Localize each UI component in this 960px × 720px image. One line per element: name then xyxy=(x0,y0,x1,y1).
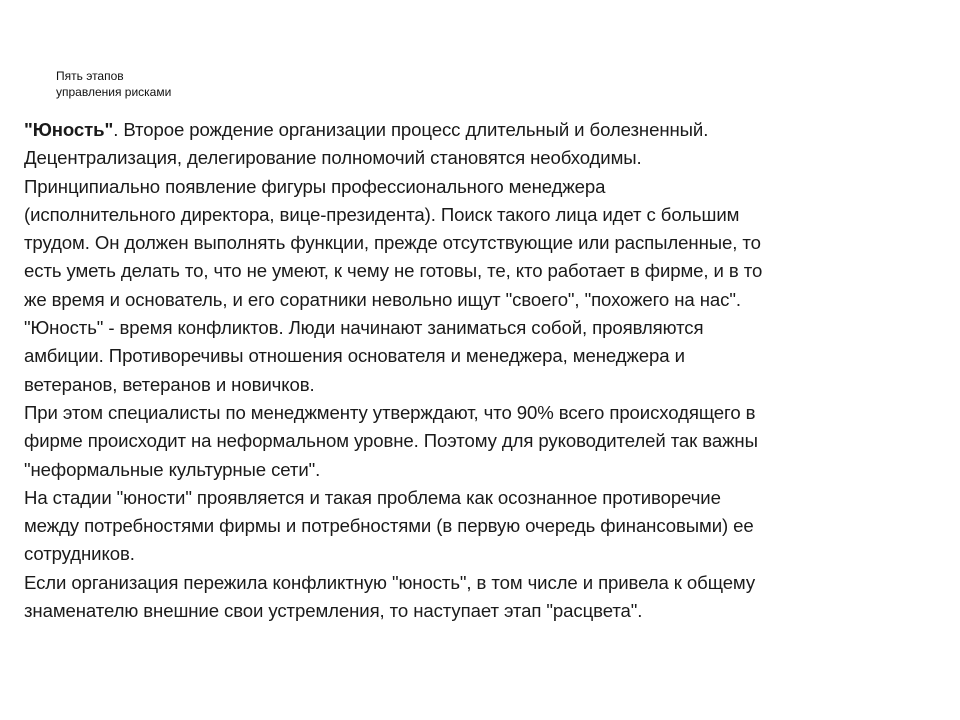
body-text xyxy=(24,116,928,625)
text-line-5: трудом. Он должен выполнять функции, прежде отсутствующие или распыленные, то xyxy=(24,232,761,254)
text-line-2: Децентрализация, делегирование полномочий становятся необходимы. xyxy=(24,147,642,169)
text-line-10: ветеранов, ветеранов и новичков. xyxy=(24,373,315,395)
text-line-9: амбиции. Противоречивы отношения основателя и менеджера, менеджера и xyxy=(24,345,685,367)
text-line-12: фирме происходит на неформальном уровне. Поэтому для руководителей так важны xyxy=(24,430,758,452)
slide-title xyxy=(56,68,171,100)
text-line-7: же время и основатель, и его соратники невольно ищут "своего", "похожего на нас". xyxy=(24,288,741,310)
text-line-15: между потребностями фирмы и потребностями (в первую очередь финансовыми) ее xyxy=(24,515,754,537)
text-line-18: знаменателю внешние свои устремления, то наступает этап "расцвета". xyxy=(24,600,643,622)
text-line-1-rest: . Второе рождение организации процесс длительный и болезненный. xyxy=(113,119,709,140)
text-line-6: есть уметь делать то, что не умеют, к чему не готовы, те, кто работает в фирме, и в то xyxy=(24,260,763,282)
slide-title-line-1: Пять этапов xyxy=(56,69,124,83)
text-line-1 xyxy=(24,116,928,144)
slide-title-line-2: управления рисками xyxy=(56,85,172,99)
text-line-4: (исполнительного директора, вице-президента). Поиск такого лица идет с большим xyxy=(24,203,740,225)
text-line-11: При этом специалисты по менеджменту утверждают, что 90% всего происходящего в xyxy=(24,401,756,423)
text-line-13: "неформальные культурные сети". xyxy=(24,458,321,480)
lead-term: "Юность" xyxy=(24,119,114,140)
text-line-16: сотрудников. xyxy=(24,543,135,565)
text-line-17: Если организация пережила конфликтную "юность", в том числе и привела к общему xyxy=(24,571,756,593)
text-line-3: Принципиально появление фигуры профессионального менеджера xyxy=(24,175,606,197)
text-line-14: На стадии "юности" проявляется и такая проблема как осознанное противоречие xyxy=(24,486,721,508)
text-line-8: "Юность" - время конфликтов. Люди начинают заниматься собой, проявляются xyxy=(24,317,704,339)
